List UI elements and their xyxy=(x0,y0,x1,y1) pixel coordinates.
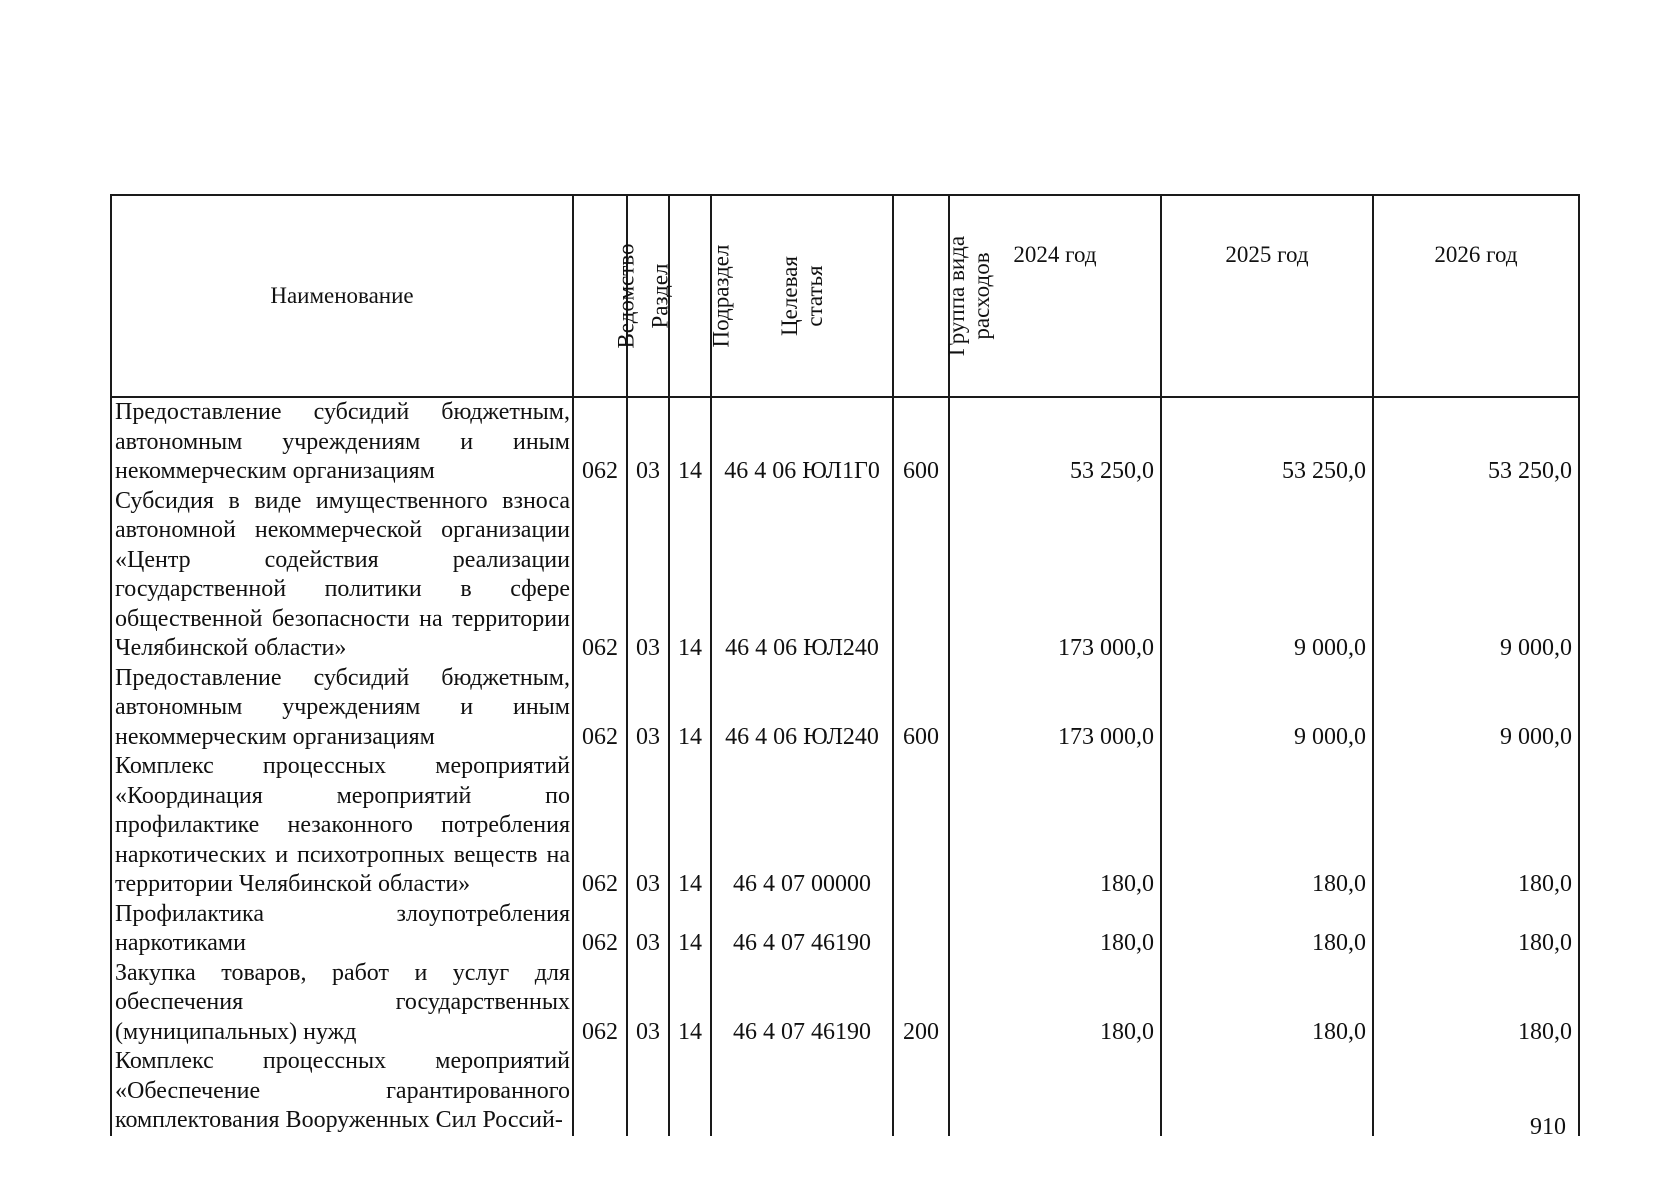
row-rz: 03 xyxy=(627,664,669,753)
row-vr xyxy=(893,1047,949,1136)
row-2025: 9 000,0 xyxy=(1161,664,1373,753)
row-rz: 03 xyxy=(627,959,669,1048)
row-2026: 9 000,0 xyxy=(1373,487,1579,664)
row-2026: 180,0 xyxy=(1373,752,1579,900)
row-ved xyxy=(573,1047,627,1136)
row-pr: 14 xyxy=(669,752,711,900)
table-row xyxy=(111,664,1579,753)
row-cs: 46 4 06 ЮЛ240 xyxy=(711,664,893,753)
header-2025: 2025 год xyxy=(1161,195,1373,397)
header-razdel: Раздел xyxy=(627,195,669,397)
table-row xyxy=(111,959,1579,1048)
row-2026: 9 000,0 xyxy=(1373,664,1579,753)
row-vr xyxy=(893,487,949,664)
row-rz xyxy=(627,1047,669,1136)
table-row xyxy=(111,397,1579,487)
row-cs: 46 4 07 00000 xyxy=(711,752,893,900)
row-2026: 180,0 xyxy=(1373,959,1579,1048)
row-ved: 062 xyxy=(573,664,627,753)
row-cs xyxy=(711,1047,893,1136)
row-cs: 46 4 07 46190 xyxy=(711,959,893,1048)
row-2025: 53 250,0 xyxy=(1161,397,1373,487)
row-pr xyxy=(669,1047,711,1136)
header-2026: 2026 год xyxy=(1373,195,1579,397)
row-ved: 062 xyxy=(573,900,627,959)
row-rz: 03 xyxy=(627,487,669,664)
header-2024: 2024 год xyxy=(949,195,1161,397)
row-2025: 180,0 xyxy=(1161,959,1373,1048)
header-name: Наименование xyxy=(111,195,573,397)
row-2024 xyxy=(949,1047,1161,1136)
row-name: Комплекс процессных мероприятий «Координация мероприятий по профилактике незаконного потребления наркотических и психотропных веществ на территории Челябинской области» xyxy=(115,753,570,897)
table-row xyxy=(111,487,1579,664)
row-pr: 14 xyxy=(669,397,711,487)
header-celevaya: Целевая статья xyxy=(711,195,893,397)
row-pr: 14 xyxy=(669,900,711,959)
row-2025: 180,0 xyxy=(1161,752,1373,900)
table-row xyxy=(111,752,1579,900)
table-header-row xyxy=(111,195,1579,397)
row-2024: 180,0 xyxy=(949,752,1161,900)
row-vr: 200 xyxy=(893,959,949,1048)
row-2025: 180,0 xyxy=(1161,900,1373,959)
row-pr: 14 xyxy=(669,487,711,664)
row-cs: 46 4 06 ЮЛ240 xyxy=(711,487,893,664)
row-cs: 46 4 06 ЮЛ1Г0 xyxy=(711,397,893,487)
row-2025: 9 000,0 xyxy=(1161,487,1373,664)
row-name: Профилактика злоупотребления наркотиками xyxy=(115,900,570,956)
row-name: Закупка товаров, работ и услуг для обеспечения государственных (муниципальных) нужд xyxy=(115,959,570,1045)
row-2026: 180,0 xyxy=(1373,900,1579,959)
row-vr xyxy=(893,752,949,900)
row-name: Субсидия в виде имущественного взноса автономной некоммерческой организации «Центр содействия реализации государственной политики в сфере общественной безопасности на территории Челябинской области» xyxy=(115,487,570,661)
row-2025 xyxy=(1161,1047,1373,1136)
row-name: Комплекс процессных мероприятий «Обеспечение гарантированного комплектования Вооруженных Сил Россий- xyxy=(115,1048,570,1133)
row-cs: 46 4 07 46190 xyxy=(711,900,893,959)
row-vr: 600 xyxy=(893,664,949,753)
row-pr: 14 xyxy=(669,664,711,753)
table-row xyxy=(111,900,1579,959)
header-vedomstvo: Ведомство xyxy=(573,195,627,397)
row-rz: 03 xyxy=(627,397,669,487)
row-2024: 180,0 xyxy=(949,959,1161,1048)
page-number: 910 xyxy=(1530,1114,1566,1140)
row-2026: 53 250,0 xyxy=(1373,397,1579,487)
row-ved: 062 xyxy=(573,397,627,487)
row-2024: 173 000,0 xyxy=(949,487,1161,664)
row-ved: 062 xyxy=(573,959,627,1048)
row-name: Предоставление субсидий бюджетным, автономным учреждениям и иным некоммерческим организациям xyxy=(115,664,570,750)
row-name: Предоставление субсидий бюджетным, автономным учреждениям и иным некоммерческим организациям xyxy=(115,399,570,484)
row-2024: 173 000,0 xyxy=(949,664,1161,753)
row-pr: 14 xyxy=(669,959,711,1048)
row-vr: 600 xyxy=(893,397,949,487)
row-rz: 03 xyxy=(627,900,669,959)
header-gruppa: Группа вида расходов xyxy=(893,195,949,397)
row-vr xyxy=(893,900,949,959)
header-podrazdel: Подраздел xyxy=(669,195,711,397)
row-2024: 180,0 xyxy=(949,900,1161,959)
row-rz: 03 xyxy=(627,752,669,900)
row-ved: 062 xyxy=(573,752,627,900)
row-ved: 062 xyxy=(573,487,627,664)
table-row xyxy=(111,1047,1579,1136)
row-2024: 53 250,0 xyxy=(949,397,1161,487)
